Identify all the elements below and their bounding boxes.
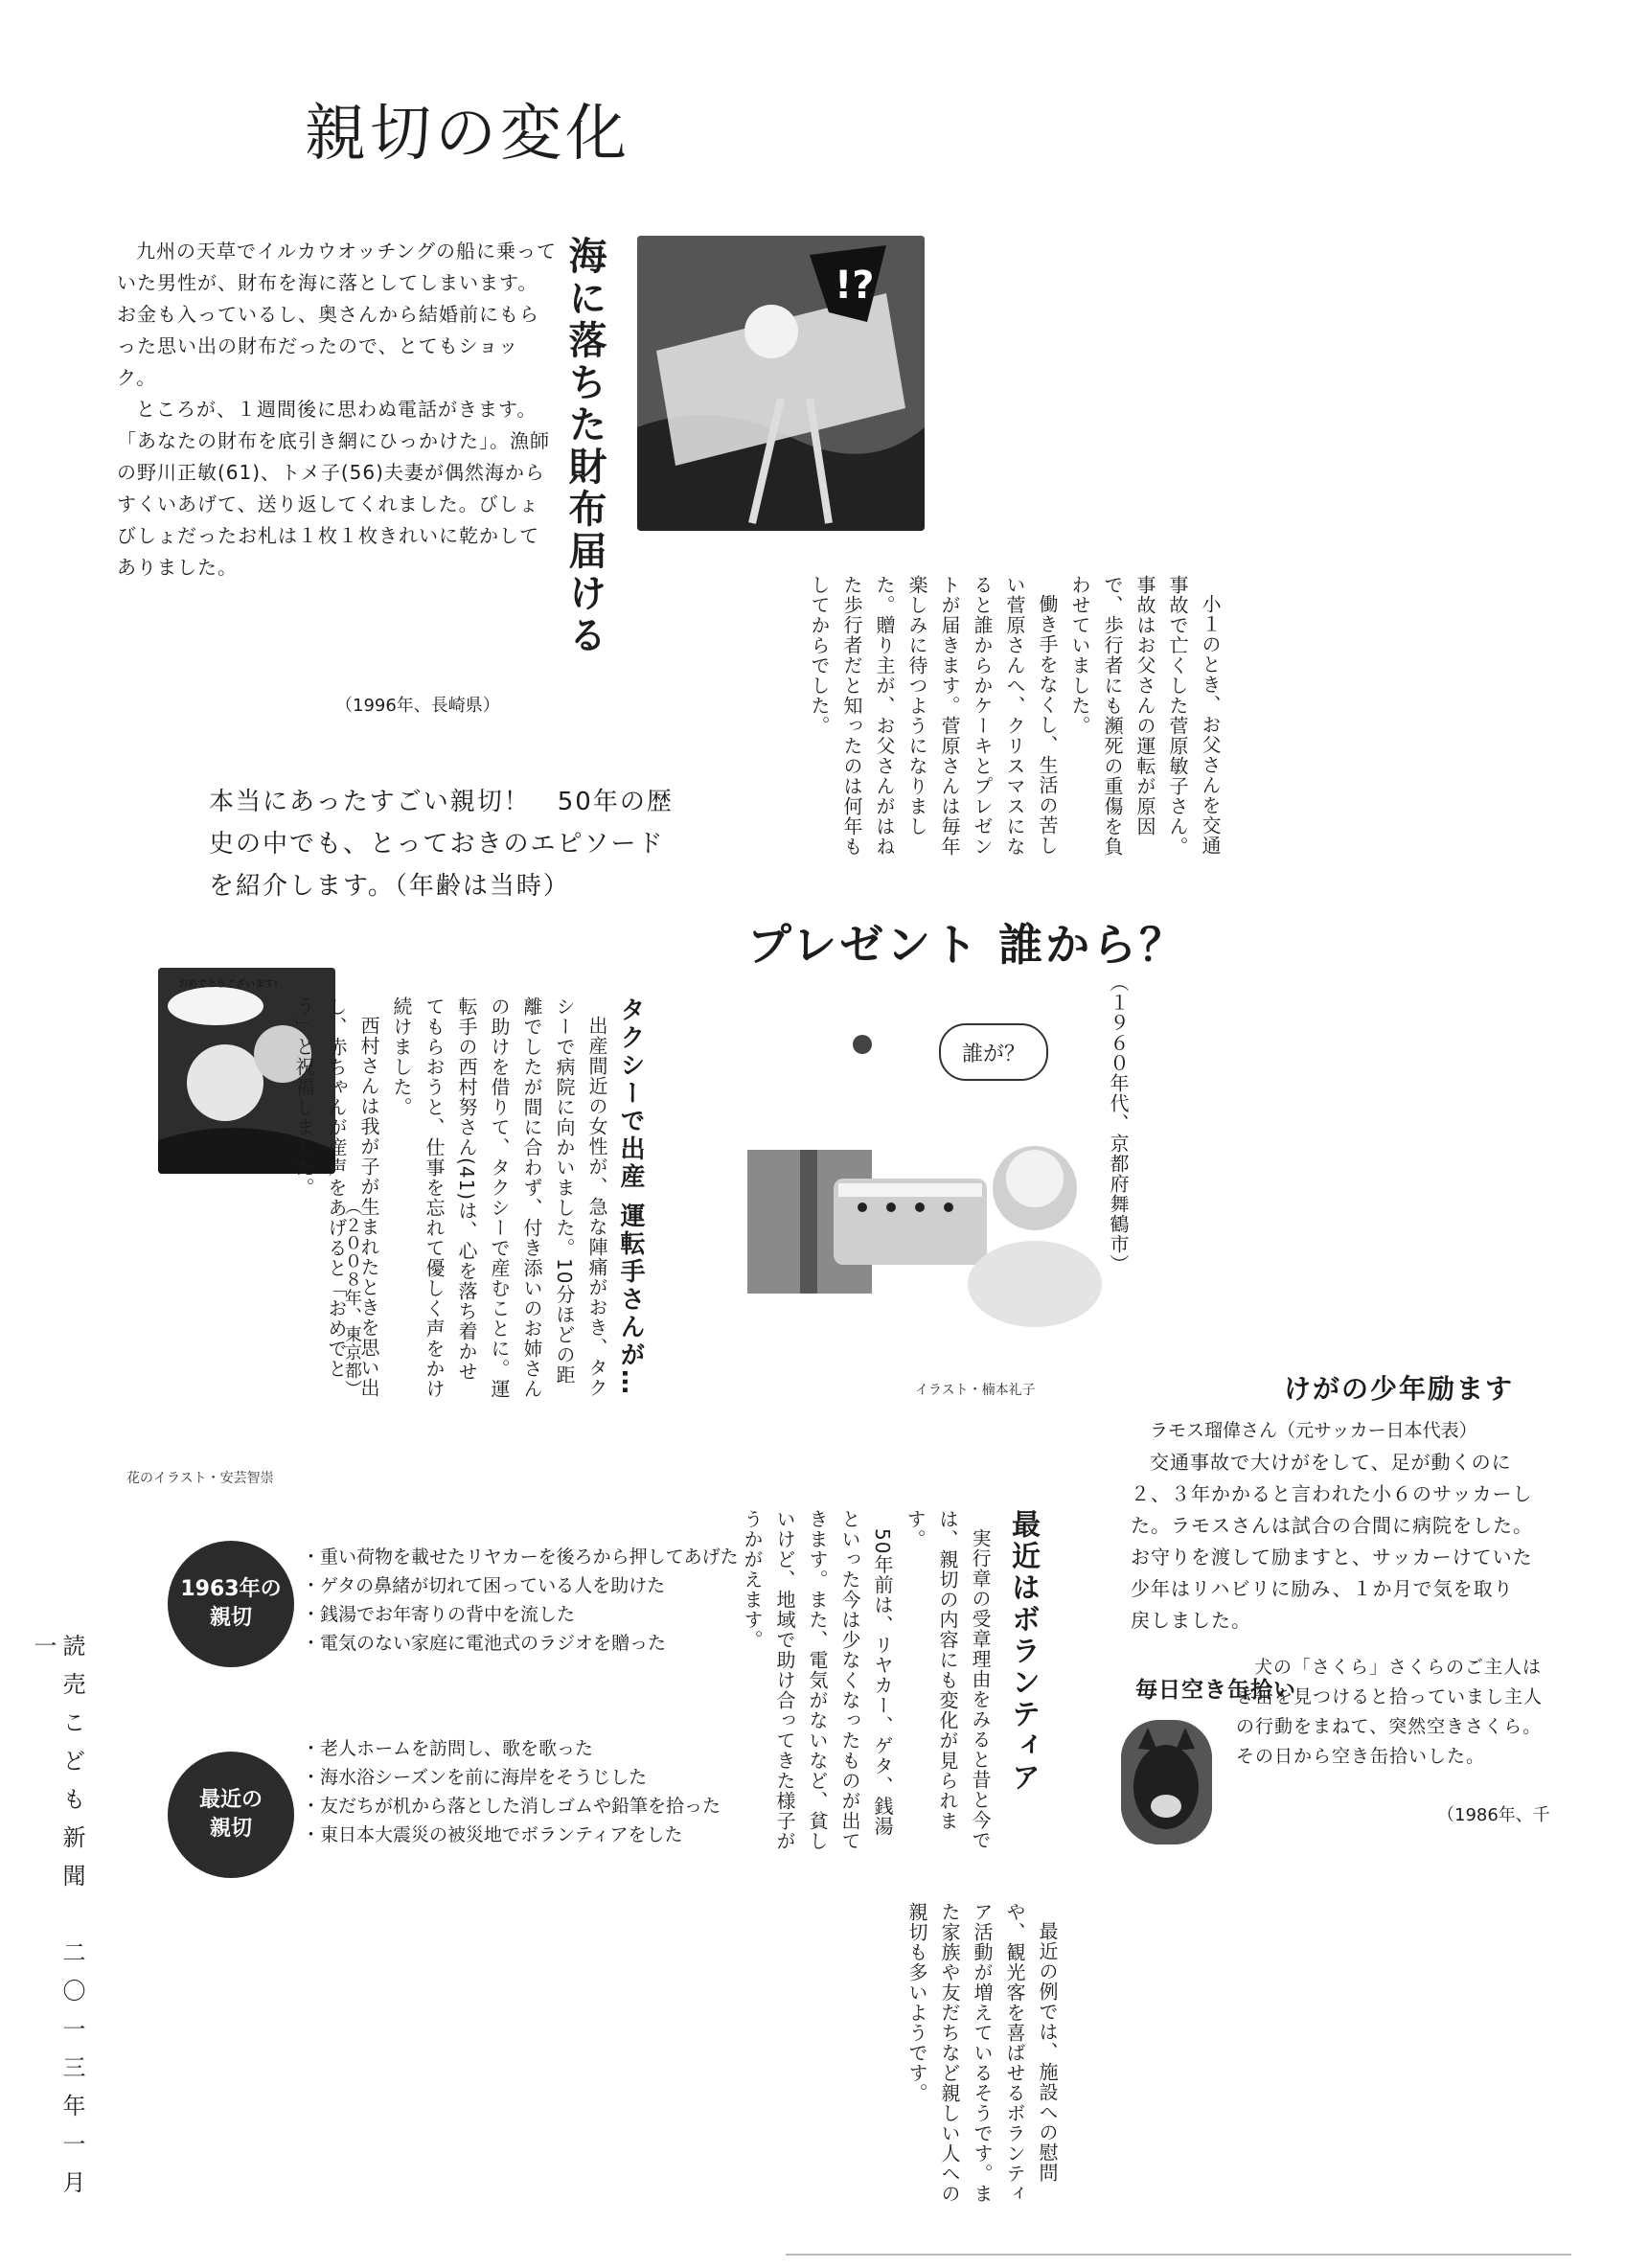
injury-paragraph: 交通事故で大けがをして、足が動くのに２、３年かかると言われた小６のサッカーした。ラモスさんは試合の合間に病院をした。お守りを渡して励ますと、サッカーけていた少年はリハビリに励み、１か月で気を取り戻しました。 (1131, 1451, 1533, 1632)
wallet-paragraph-1: 九州の天草でイルカウオッチングの船に乗っていた男性が、財布を海に落としてしまいます。お金も入っているし、奥さんから結婚前にもらった思い出の財布だったので、とてもショック。 (117, 240, 557, 389)
present-story-body (767, 575, 1226, 862)
volunteer-paragraph-1: 実行章の受章理由をみると昔と今では、親切の内容にも変化が見られます。 (904, 1509, 992, 1850)
publication-line: 読売こども新聞 二〇一三年一月一 (30, 1634, 85, 2209)
volunteer-paragraph-3: 最近の例では、施設への慰問や、観光客を喜ばせるボランティア活動が増えているそうです。また家族や友だちなど親しい人への親切も多いようです。 (905, 1902, 1059, 2204)
list-item: ・ 友だちが机から落とした消しゴムや鉛筆を拾った (302, 1792, 762, 1821)
taxi-image-bubble: おめでとうございます! (177, 979, 278, 990)
volunteer-paragraph-2: 50年前は、リヤカー、ゲタ、銭湯といった今は少なくなったものが出てきます。また、電気がないなど、貧しいけど、地域で助け合ってきた様子がうかがえます。 (741, 1509, 894, 1851)
wallet-story-body (117, 236, 558, 584)
volunteer-story-body-cont (795, 1902, 1064, 2209)
present-bubble-text: 誰が？ (961, 1042, 1025, 1066)
list-item: ・ 東日本大震災の被災地でボランティアをした (302, 1821, 762, 1849)
present-illustration-credit: イラスト・楠本礼子 (915, 1383, 1036, 1398)
page-title: 親切の変化 (305, 99, 630, 170)
injury-story-title: けがの少年励ます (1284, 1373, 1515, 1405)
badge-recent (168, 1752, 294, 1878)
badge-1963-line1: 1963年の (180, 1577, 282, 1601)
taxi-paragraph-2: 西村さんは我が子が生まれたときを思い出し、赤ちゃんが産声をあげると「おめでとう」と祝福しました。 (292, 997, 380, 1398)
injury-story-body (1131, 1447, 1533, 1637)
list-item: ・ ゲタの鼻緒が切れて困っている人を助けた (302, 1571, 762, 1600)
present-paragraph-1: 小１のとき、お父さんを交通事故で亡くした菅原敏子さん。事故はお父さんの運転が原因で、歩行者にも瀕死の重傷を負わせていました。 (1068, 575, 1222, 857)
list-item: ・ 海水浴シーズンを前に海岸をそうじした (302, 1763, 762, 1792)
injury-story-byline: ラモス瑠偉さん（元サッカー日本代表） (1150, 1420, 1477, 1441)
intro-text: 本当にあったすごい親切！ 50年の歴史の中でも、とっておきのエピソードを紹介します。（年齢は当時） (209, 788, 674, 901)
present-paragraph-2: 働き手をなくし、生活の苦しい菅原さんへ、クリスマスになると誰からかケーキとプレゼントが届きます。菅原さんは毎年楽しみに待つようになりました。贈り主が、お父さんがはねた歩行者だと知ったのは何年もしてからでした。 (808, 575, 1059, 857)
taxi-source: （２００８年、東京都） (342, 1198, 362, 1398)
present-story-title: プレゼント 誰から？ (747, 919, 1187, 971)
wallet-story-title: 海に落ちた財布届ける (562, 236, 607, 657)
present-source: （１９６０年代、京都府舞鶴市） (1107, 973, 1130, 1274)
wallet-source: （1996年、長崎県） (335, 696, 500, 716)
list-item: ・ 重い荷物を載せたリヤカーを後ろから押してあげた (302, 1543, 762, 1571)
badge-1963 (168, 1541, 294, 1667)
wallet-boat-image (637, 236, 925, 531)
dog-source: （1986年、千 (1437, 1805, 1550, 1825)
badge-recent-line1: 最近の (198, 1788, 263, 1812)
flower-illustration-credit: 花のイラスト・安芸智崇 (126, 1471, 274, 1486)
dog-story-body (1236, 1653, 1543, 1772)
bottom-divider (786, 2254, 1571, 2256)
wallet-paragraph-2: ところが、１週間後に思わぬ電話がきます。「あなたの財布を底引き網にひっかけた」。漁師の野川正敏(61)、トメ子(56)夫妻が偶然海からすくいあげて、送り返してくれました。びしょびしょだったお札は１枚１枚きれいに乾かしてありました。 (117, 398, 550, 579)
badge-1963-line2: 親切 (209, 1606, 252, 1630)
volunteer-story-body (741, 1509, 996, 1854)
dog-story-title: 毎日空き缶拾い (1135, 1678, 1296, 1703)
taxi-story-title: タクシーで出産 運転手さんが… (616, 997, 645, 1398)
svg-text:!?: !? (835, 263, 875, 308)
dog-photo (1121, 1720, 1212, 1844)
list-item: ・ 電気のない家庭に電池式のラジオを贈った (302, 1629, 762, 1658)
present-speech-bubble (939, 1023, 1048, 1081)
kindness-1963-list (302, 1543, 762, 1658)
kindness-recent-list (302, 1734, 762, 1849)
list-item: ・ 銭湯でお年寄りの背中を流した (302, 1600, 762, 1629)
list-item: ・ 老人ホームを訪問し、歌を歌った (302, 1734, 762, 1763)
volunteer-story-title: 最近はボランティア (1006, 1509, 1040, 1794)
badge-recent-line2: 親切 (209, 1817, 252, 1841)
taxi-paragraph-1: 出産間近の女性が、急な陣痛がおき、タクシーで病院に向かいました。10分ほどの距離でしたが間に合わず、付き添いのお姉さんの助けを借りて、タクシーで産むことに。運転手の西村努さん(41)は、心を落ち着かせてもらおうと、仕事を忘れて優しく声をかけ続けました。 (390, 997, 608, 1399)
dog-paragraph: 犬の「さくら」さくらのご主人はき缶を見つけると拾っていまし主人の行動をまねて、突然空きさくら。その日から空き缶拾いした。 (1236, 1657, 1544, 1767)
